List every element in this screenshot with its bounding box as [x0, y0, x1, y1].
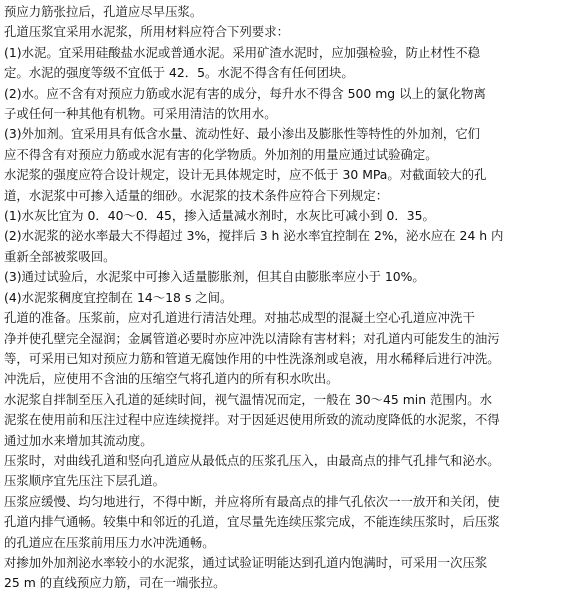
text-line-15: (4)水泥浆稠度宜控制在 14～18 s 之间。: [4, 289, 233, 305]
text-line-1: 预应力筋张拉后，孔道应尽早压浆。: [4, 4, 203, 19]
text-line-10: 道，水泥浆中可掺入适量的细砂。水泥浆的技术条件应符合下列规定：: [4, 187, 389, 203]
text-line-12: (2)水泥浆的泌水率最大不得超过 3%，搅拌后 3 h 泌水率宜控制在 2%，泌水应在 24 h 内: [4, 228, 504, 244]
text-line-13: 重新全部被浆吸回。: [4, 248, 116, 264]
text-line-6: 子或任何一种其他有机物。可采用清洁的饮用水。: [4, 106, 277, 122]
text-line-23: 压浆时，对曲线孔道和竖向孔道应从最低点的压浆孔压入，由最高点的排气孔排气和泌水。: [4, 452, 500, 468]
text-line-5: (2)水。应不含有对预应力筋或水泥有害的成分，每升水不得含 500 mg 以上的氯化物离: [4, 85, 486, 101]
text-line-3: (1)水泥。宜采用硅酸盐水泥或普通水泥。采用矿渣水泥时，应加强检验，防止材性不稳: [4, 44, 481, 60]
text-line-19: 冲洗后，应使用不含油的压缩空气将孔道内的所有积水吹出。: [4, 371, 339, 387]
text-line-7: (3)外加剂。宜采用具有低含水量、流动性好、最小渗出及膨胀性等特性的外加剂，它们: [4, 126, 481, 142]
text-line-27: 的孔道应在压浆前用压力水冲洗通畅。: [4, 534, 215, 550]
text-line-20: 水泥浆自拌制至压入孔道的延续时间，视气温情况而定，一般在 30～45 min 范围内。水: [4, 391, 492, 407]
text-line-18: 等，可采用已知对预应力筋和管道无腐蚀作用的中性洗涤剂或皂液，用水稀释后进行冲洗。: [4, 350, 500, 366]
text-line-9: 水泥浆的强度应符合设计规定，设计无具体规定时，应不低于 30 MPa。对截面较大的孔: [4, 167, 487, 183]
text-line-14: (3)通过试验后，水泥浆中可掺入适量膨胀剂，但其自由膨胀率应小于 10%。: [4, 269, 425, 285]
text-line-2: 孔道压浆宜采用水泥浆，所用材料应符合下列要求：: [4, 24, 289, 40]
text-line-11: (1)水灰比宜为 0．40～0．45，掺入适量减水剂时，水灰比可减小到 0．35。: [4, 208, 435, 224]
text-line-21: 泥浆在使用前和压注过程中应连续搅拌。对于因延迟使用所致的流动度降低的水泥浆，不得: [4, 412, 500, 428]
text-line-25: 压浆应缓慢、均匀地进行，不得中断，并应将所有最高点的排气孔依次一一放开和关闭，使: [4, 493, 500, 509]
text-line-29: 25 m 的直线预应力筋，司在一端张拉。: [4, 575, 226, 591]
text-line-22: 通过加水来增加其流动度。: [4, 432, 153, 448]
text-line-17: 净并使孔壁完全湿润；金属管道必要时亦应冲洗以清除有害材料；对孔道内可能发生的油污: [4, 330, 500, 346]
text-line-4: 定。水泥的强度等级不宜低于 42．5。水泥不得含有任何团块。: [4, 65, 354, 81]
text-line-28: 对掺加外加剂泌水率较小的水泥浆，通过试验证明能达到孔道内饱满时，可采用一次压浆: [4, 554, 488, 570]
text-line-16: 孔道的准备。压浆前，应对孔道进行清洁处理。对抽芯成型的混凝土空心孔道应冲洗干: [4, 310, 475, 326]
text-line-8: 应不得含有对预应力筋或水泥有害的化学物质。外加剂的用量应通过试验确定。: [4, 146, 438, 162]
text-line-26: 孔道内排气通畅。较集中和邻近的孔道，宜尽量先连续压浆完成，不能连续压浆时，后压浆: [4, 514, 500, 530]
text-line-24: 压浆顺序宜先压注下层孔道。: [4, 473, 166, 489]
